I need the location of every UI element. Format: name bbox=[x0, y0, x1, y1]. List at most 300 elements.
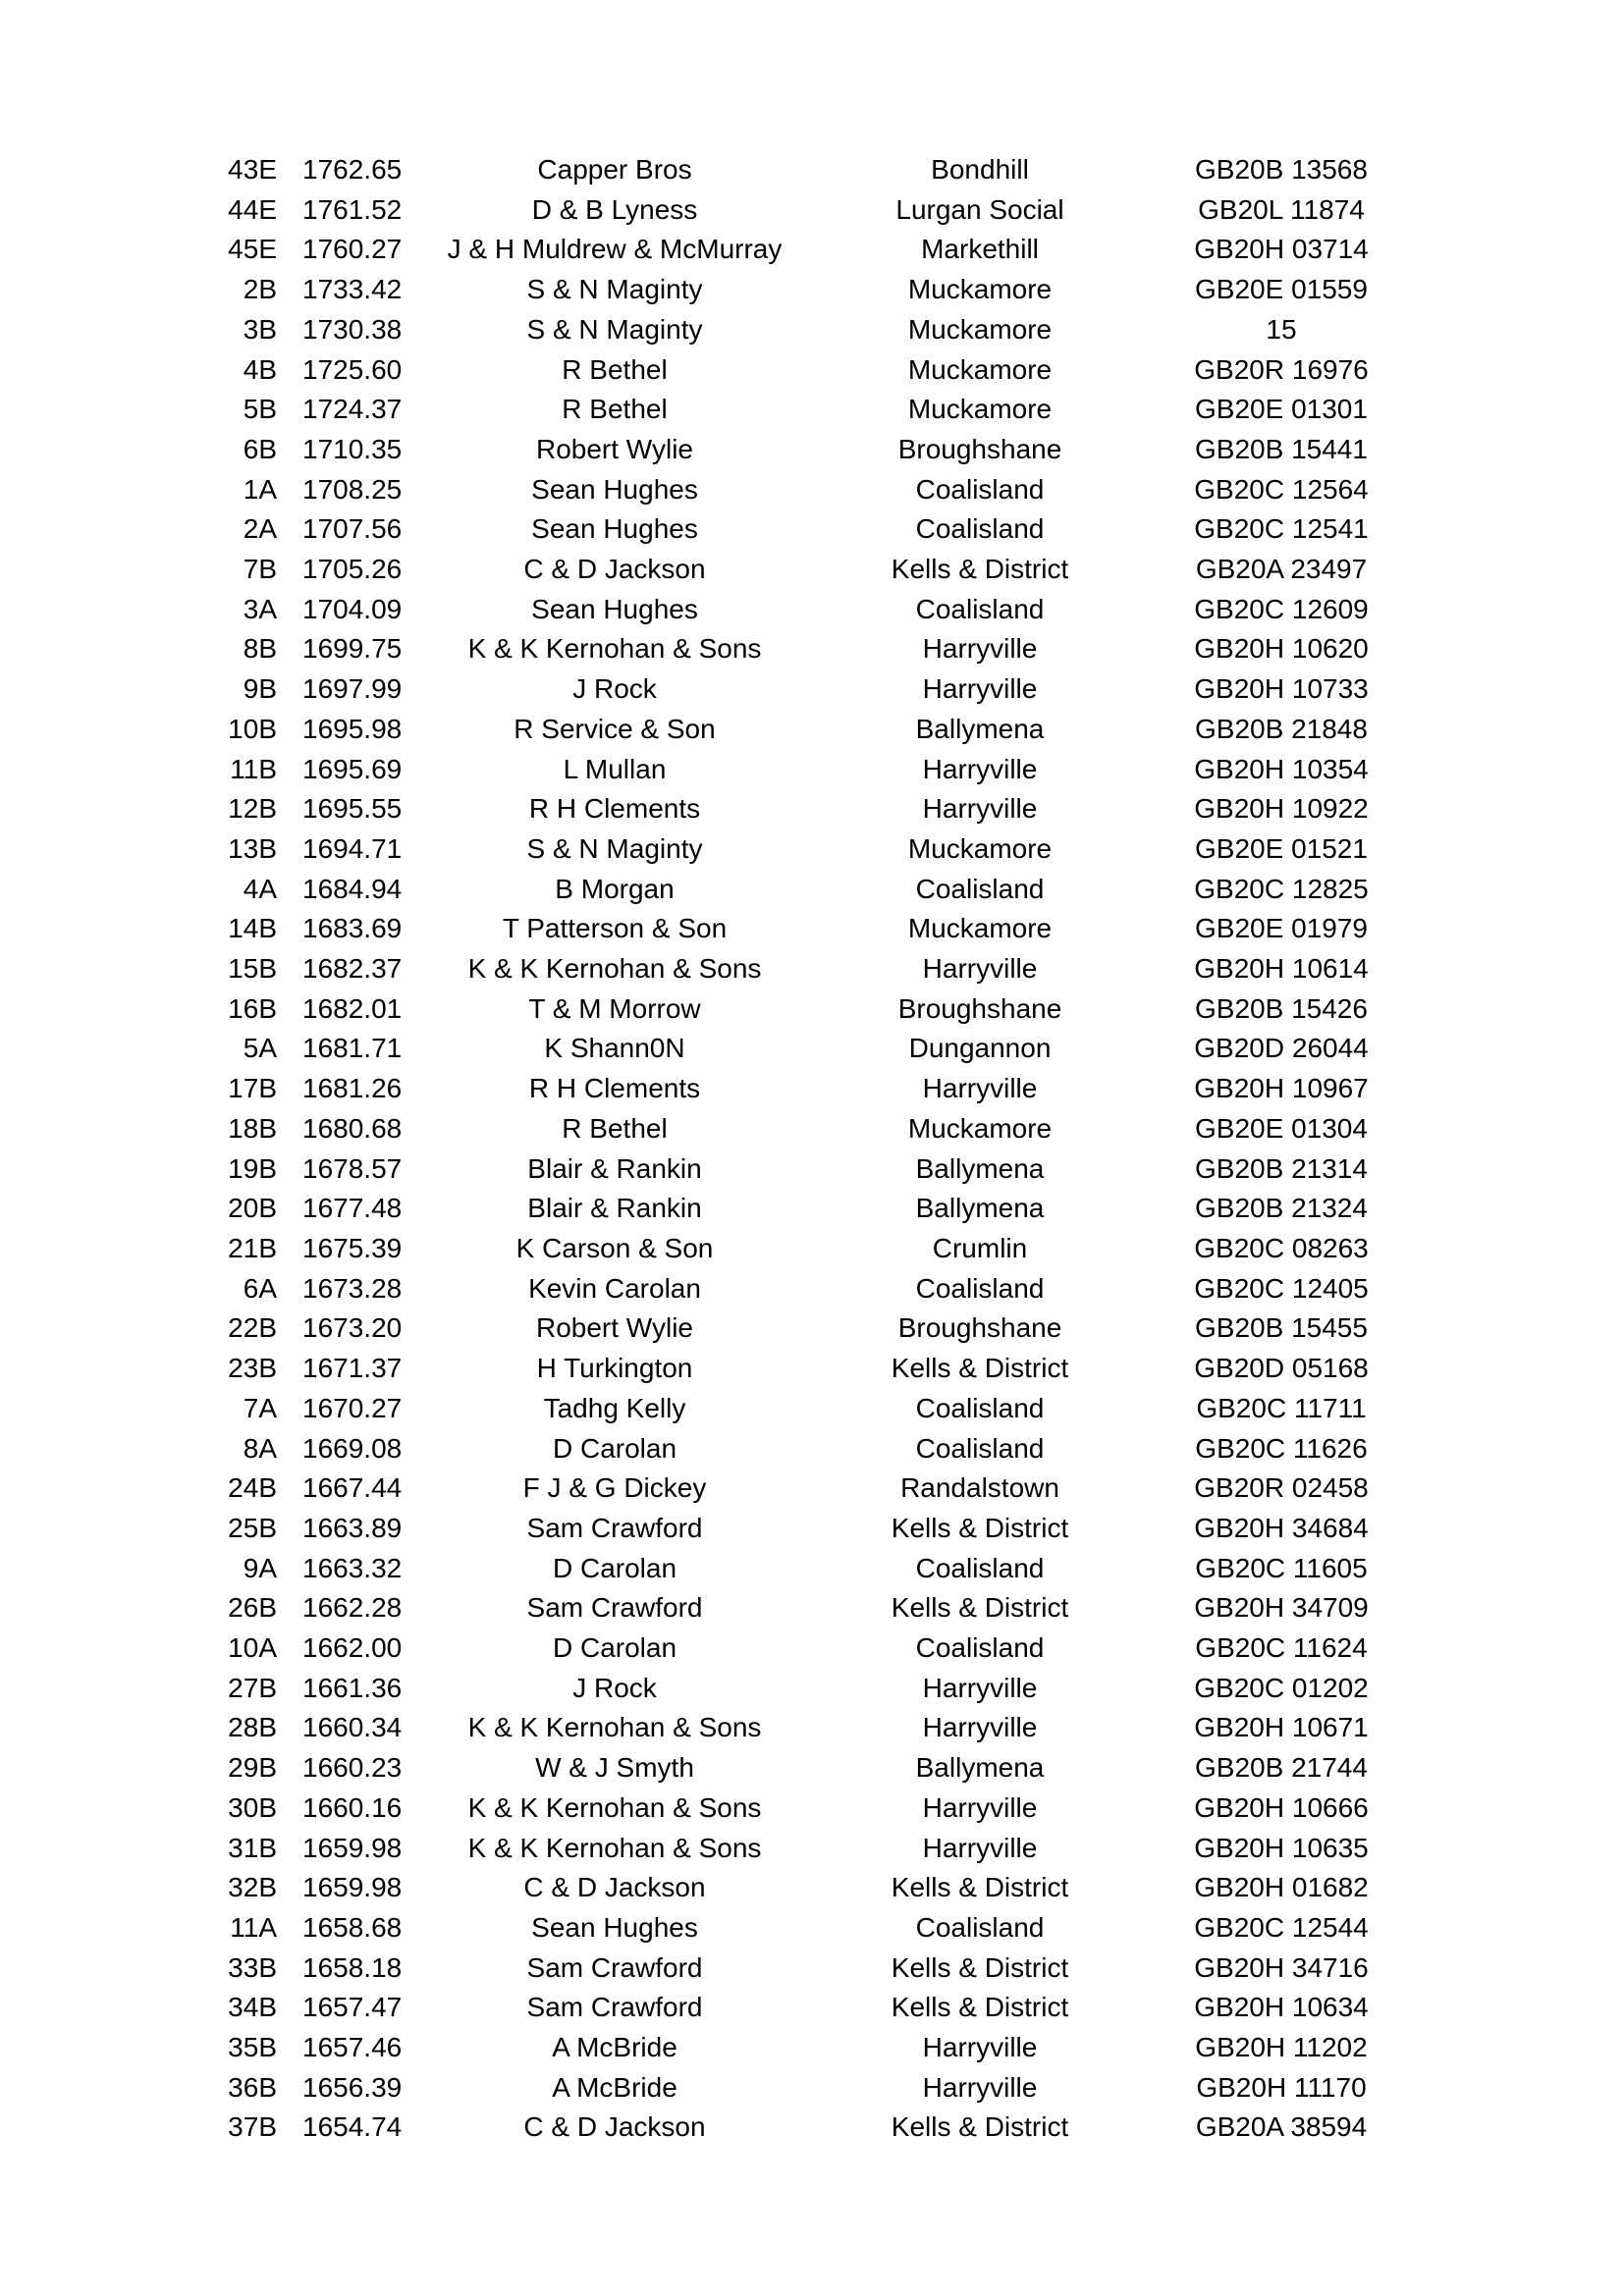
table-row bbox=[196, 750, 1400, 790]
ring-number-cell: GB20A 23497 bbox=[1195, 554, 1368, 585]
club-cell: Harryville bbox=[922, 753, 1038, 784]
position-cell: 29B bbox=[228, 1752, 277, 1784]
ring-number-cell: GB20H 10967 bbox=[1194, 1073, 1369, 1104]
competitor-name-cell: B Morgan bbox=[555, 873, 675, 904]
position-cell: 13B bbox=[228, 832, 277, 864]
score-cell: 1662.00 bbox=[302, 1632, 403, 1664]
score-cell: 1699.75 bbox=[302, 633, 403, 665]
competitor-name-cell: Sean Hughes bbox=[531, 593, 698, 624]
ring-number-cell: GB20A 38594 bbox=[1195, 2111, 1368, 2143]
score-cell: 1682.01 bbox=[302, 992, 403, 1024]
table-row bbox=[196, 2028, 1400, 2068]
score-cell: 1657.46 bbox=[302, 2032, 403, 2063]
competitor-name-cell: R H Clements bbox=[528, 1073, 701, 1104]
table-row bbox=[196, 1908, 1400, 1949]
ring-number-cell: GB20C 08263 bbox=[1194, 1232, 1369, 1263]
club-cell: Ballymena bbox=[915, 713, 1045, 744]
club-cell: Kells & District bbox=[891, 1992, 1069, 2023]
competitor-name-cell: S & N Maginty bbox=[526, 274, 703, 305]
club-cell: Harryville bbox=[922, 793, 1038, 825]
position-cell: 36B bbox=[228, 2071, 277, 2103]
competitor-name-cell: R Bethel bbox=[562, 1112, 668, 1144]
score-cell: 1733.42 bbox=[302, 274, 403, 305]
competitor-name-cell: A McBride bbox=[552, 2071, 677, 2103]
ring-number-cell: GB20D 26044 bbox=[1194, 1033, 1369, 1064]
competitor-name-cell: W & J Smyth bbox=[535, 1752, 694, 1784]
score-cell: 1683.69 bbox=[302, 913, 403, 944]
position-cell: 4A bbox=[243, 873, 277, 904]
position-cell: 10B bbox=[228, 713, 277, 744]
club-cell: Harryville bbox=[922, 633, 1038, 665]
club-cell: Harryville bbox=[922, 1672, 1038, 1703]
score-cell: 1670.27 bbox=[302, 1392, 403, 1423]
club-cell: Broughshane bbox=[897, 1312, 1062, 1344]
score-cell: 1684.94 bbox=[302, 873, 403, 904]
competitor-name-cell: R Bethel bbox=[562, 394, 668, 425]
table-row bbox=[196, 550, 1400, 590]
score-cell: 1659.98 bbox=[302, 1872, 403, 1903]
table-row bbox=[196, 949, 1400, 989]
club-cell: Coalisland bbox=[915, 1552, 1045, 1583]
competitor-name-cell: D Carolan bbox=[552, 1632, 677, 1664]
competitor-name-cell: Sam Crawford bbox=[526, 1592, 703, 1624]
ring-number-cell: GB20E 01304 bbox=[1195, 1112, 1368, 1144]
competitor-name-cell: K & K Kernohan & Sons bbox=[467, 633, 762, 665]
score-cell: 1710.35 bbox=[302, 433, 403, 464]
score-cell: 1695.69 bbox=[302, 753, 403, 784]
competitor-name-cell: A McBride bbox=[552, 2032, 677, 2063]
competitor-name-cell: K & K Kernohan & Sons bbox=[467, 1712, 762, 1743]
competitor-name-cell: R H Clements bbox=[528, 793, 701, 825]
club-cell: Muckamore bbox=[907, 353, 1053, 385]
results-table bbox=[196, 150, 1400, 2148]
competitor-name-cell: K & K Kernohan & Sons bbox=[467, 1791, 762, 1823]
score-cell: 1707.56 bbox=[302, 513, 403, 545]
table-row bbox=[196, 1549, 1400, 1589]
score-cell: 1658.68 bbox=[302, 1911, 403, 1943]
club-cell: Coalisland bbox=[915, 873, 1045, 904]
score-cell: 1761.52 bbox=[302, 193, 403, 225]
club-cell: Ballymena bbox=[915, 1752, 1045, 1784]
club-cell: Coalisland bbox=[915, 1392, 1045, 1423]
club-cell: Kells & District bbox=[891, 1353, 1069, 1384]
club-cell: Harryville bbox=[922, 1791, 1038, 1823]
ring-number-cell: GB20H 34716 bbox=[1194, 1951, 1369, 1983]
position-cell: 24B bbox=[228, 1472, 277, 1504]
ring-number-cell: GB20H 10635 bbox=[1194, 1832, 1369, 1863]
table-row bbox=[196, 1069, 1400, 1109]
club-cell: Markethill bbox=[921, 234, 1039, 265]
table-row bbox=[196, 1949, 1400, 1989]
score-cell: 1660.23 bbox=[302, 1752, 403, 1784]
table-row bbox=[196, 1588, 1400, 1629]
position-cell: 22B bbox=[228, 1312, 277, 1344]
position-cell: 17B bbox=[228, 1073, 277, 1104]
score-cell: 1762.65 bbox=[302, 154, 403, 185]
club-cell: Harryville bbox=[922, 2071, 1038, 2103]
competitor-name-cell: T & M Morrow bbox=[528, 992, 701, 1024]
position-cell: 45E bbox=[228, 234, 277, 265]
club-cell: Muckamore bbox=[907, 313, 1053, 345]
club-cell: Bondhill bbox=[931, 154, 1029, 185]
table-row bbox=[196, 1868, 1400, 1908]
ring-number-cell: GB20L 11874 bbox=[1198, 193, 1365, 225]
club-cell: Coalisland bbox=[915, 1911, 1045, 1943]
score-cell: 1682.37 bbox=[302, 953, 403, 985]
score-cell: 1695.98 bbox=[302, 713, 403, 744]
table-row bbox=[196, 350, 1400, 391]
competitor-name-cell: C & D Jackson bbox=[523, 2111, 706, 2143]
score-cell: 1671.37 bbox=[302, 1353, 403, 1384]
club-cell: Harryville bbox=[922, 1832, 1038, 1863]
ring-number-cell: GB20C 12825 bbox=[1194, 873, 1369, 904]
table-row bbox=[196, 1189, 1400, 1229]
position-cell: 37B bbox=[228, 2111, 277, 2143]
competitor-name-cell: C & D Jackson bbox=[523, 554, 706, 585]
table-row bbox=[196, 2068, 1400, 2109]
position-cell: 21B bbox=[228, 1232, 277, 1263]
competitor-name-cell: F J & G Dickey bbox=[522, 1472, 707, 1504]
club-cell: Harryville bbox=[922, 1073, 1038, 1104]
position-cell: 3A bbox=[243, 593, 277, 624]
position-cell: 28B bbox=[228, 1712, 277, 1743]
ring-number-cell: GB20H 10620 bbox=[1194, 633, 1369, 665]
position-cell: 9A bbox=[243, 1552, 277, 1583]
score-cell: 1704.09 bbox=[302, 593, 403, 624]
position-cell: 15B bbox=[228, 953, 277, 985]
ring-number-cell: GB20C 12564 bbox=[1194, 473, 1369, 505]
competitor-name-cell: H Turkington bbox=[536, 1353, 693, 1384]
ring-number-cell: GB20H 10666 bbox=[1194, 1791, 1369, 1823]
ring-number-cell: GB20C 12541 bbox=[1194, 513, 1369, 545]
club-cell: Kells & District bbox=[891, 1951, 1069, 1983]
competitor-name-cell: Kevin Carolan bbox=[528, 1272, 701, 1304]
position-cell: 44E bbox=[228, 193, 277, 225]
table-row bbox=[196, 1109, 1400, 1149]
table-row bbox=[196, 1389, 1400, 1429]
position-cell: 6B bbox=[243, 433, 277, 464]
table-row bbox=[196, 1708, 1400, 1748]
club-cell: Coalisland bbox=[915, 513, 1045, 545]
position-cell: 9B bbox=[243, 673, 277, 705]
table-row bbox=[196, 1308, 1400, 1349]
table-row bbox=[196, 1669, 1400, 1709]
score-cell: 1705.26 bbox=[302, 554, 403, 585]
table-row bbox=[196, 989, 1400, 1030]
club-cell: Muckamore bbox=[907, 1112, 1053, 1144]
ring-number-cell: GB20B 21744 bbox=[1195, 1752, 1368, 1784]
table-row bbox=[196, 1269, 1400, 1309]
competitor-name-cell: S & N Maginty bbox=[526, 313, 703, 345]
ring-number-cell: GB20B 15426 bbox=[1195, 992, 1368, 1024]
ring-number-cell: GB20C 11626 bbox=[1195, 1432, 1368, 1464]
ring-number-cell: GB20E 01979 bbox=[1195, 913, 1368, 944]
score-cell: 1673.20 bbox=[302, 1312, 403, 1344]
club-cell: Muckamore bbox=[907, 394, 1053, 425]
table-row bbox=[196, 1789, 1400, 1829]
score-cell: 1661.36 bbox=[302, 1672, 403, 1703]
club-cell: Coalisland bbox=[915, 1632, 1045, 1664]
competitor-name-cell: Robert Wylie bbox=[535, 433, 693, 464]
club-cell: Broughshane bbox=[897, 433, 1062, 464]
table-row bbox=[196, 829, 1400, 870]
position-cell: 8B bbox=[243, 633, 277, 665]
club-cell: Kells & District bbox=[891, 1592, 1069, 1624]
competitor-name-cell: Sam Crawford bbox=[526, 1512, 703, 1543]
ring-number-cell: GB20C 11711 bbox=[1196, 1392, 1367, 1423]
position-cell: 7B bbox=[243, 554, 277, 585]
position-cell: 35B bbox=[228, 2032, 277, 2063]
score-cell: 1659.98 bbox=[302, 1832, 403, 1863]
ring-number-cell: GB20B 21848 bbox=[1195, 713, 1368, 744]
club-cell: Kells & District bbox=[891, 1512, 1069, 1543]
competitor-name-cell: Sean Hughes bbox=[531, 513, 698, 545]
competitor-name-cell: L Mullan bbox=[563, 753, 667, 784]
position-cell: 7A bbox=[243, 1392, 277, 1423]
table-row bbox=[196, 1988, 1400, 2028]
ring-number-cell: GB20B 15455 bbox=[1195, 1312, 1368, 1344]
club-cell: Ballymena bbox=[915, 1152, 1045, 1184]
ring-number-cell: GB20B 13568 bbox=[1195, 154, 1368, 185]
competitor-name-cell: R Service & Son bbox=[514, 713, 716, 744]
table-row bbox=[196, 909, 1400, 949]
score-cell: 1663.89 bbox=[302, 1512, 403, 1543]
competitor-name-cell: Blair & Rankin bbox=[527, 1193, 702, 1224]
table-row bbox=[196, 1229, 1400, 1269]
position-cell: 33B bbox=[228, 1951, 277, 1983]
ring-number-cell: GB20C 12544 bbox=[1194, 1911, 1369, 1943]
ring-number-cell: GB20H 34684 bbox=[1194, 1512, 1369, 1543]
ring-number-cell: GB20R 16976 bbox=[1194, 353, 1369, 385]
table-row bbox=[196, 1029, 1400, 1069]
score-cell: 1678.57 bbox=[302, 1152, 403, 1184]
position-cell: 1A bbox=[243, 473, 277, 505]
score-cell: 1760.27 bbox=[302, 234, 403, 265]
ring-number-cell: GB20B 21314 bbox=[1195, 1152, 1368, 1184]
table-row bbox=[196, 590, 1400, 630]
competitor-name-cell: T Patterson & Son bbox=[502, 913, 728, 944]
club-cell: Kells & District bbox=[891, 554, 1069, 585]
competitor-name-cell: J Rock bbox=[572, 1672, 657, 1703]
club-cell: Randalstown bbox=[900, 1472, 1059, 1504]
ring-number-cell: GB20H 10922 bbox=[1194, 793, 1369, 825]
ring-number-cell: GB20H 10634 bbox=[1194, 1992, 1369, 2023]
score-cell: 1697.99 bbox=[302, 673, 403, 705]
position-cell: 8A bbox=[243, 1432, 277, 1464]
position-cell: 20B bbox=[228, 1193, 277, 1224]
club-cell: Kells & District bbox=[891, 1872, 1069, 1903]
table-row bbox=[196, 669, 1400, 710]
ring-number-cell: GB20H 10614 bbox=[1194, 953, 1369, 985]
ring-number-cell: GB20C 11605 bbox=[1195, 1552, 1368, 1583]
ring-number-cell: GB20C 11624 bbox=[1195, 1632, 1368, 1664]
position-cell: 16B bbox=[228, 992, 277, 1024]
table-row bbox=[196, 1829, 1400, 1869]
position-cell: 30B bbox=[228, 1791, 277, 1823]
competitor-name-cell: Robert Wylie bbox=[535, 1312, 693, 1344]
score-cell: 1654.74 bbox=[302, 2111, 403, 2143]
ring-number-cell: GB20E 01559 bbox=[1195, 274, 1368, 305]
club-cell: Harryville bbox=[922, 953, 1038, 985]
score-cell: 1656.39 bbox=[302, 2071, 403, 2103]
score-cell: 1694.71 bbox=[302, 832, 403, 864]
ring-number-cell: GB20H 10354 bbox=[1194, 753, 1369, 784]
competitor-name-cell: K Shann0N bbox=[544, 1033, 685, 1064]
table-row bbox=[196, 1149, 1400, 1190]
competitor-name-cell: Sam Crawford bbox=[526, 1992, 703, 2023]
score-cell: 1662.28 bbox=[302, 1592, 403, 1624]
score-cell: 1669.08 bbox=[302, 1432, 403, 1464]
score-cell: 1658.18 bbox=[302, 1951, 403, 1983]
competitor-name-cell: S & N Maginty bbox=[526, 832, 703, 864]
position-cell: 18B bbox=[228, 1112, 277, 1144]
score-cell: 1725.60 bbox=[302, 353, 403, 385]
competitor-name-cell: Sam Crawford bbox=[526, 1951, 703, 1983]
score-cell: 1681.71 bbox=[302, 1033, 403, 1064]
ring-number-cell: 15 bbox=[1266, 313, 1297, 345]
table-row bbox=[196, 1468, 1400, 1509]
ring-number-cell: GB20B 15441 bbox=[1195, 433, 1368, 464]
table-row bbox=[196, 1509, 1400, 1549]
table-row bbox=[196, 230, 1400, 270]
position-cell: 5A bbox=[243, 1033, 277, 1064]
ring-number-cell: GB20H 10671 bbox=[1194, 1712, 1369, 1743]
position-cell: 43E bbox=[228, 154, 277, 185]
competitor-name-cell: D Carolan bbox=[552, 1432, 677, 1464]
competitor-name-cell: Blair & Rankin bbox=[527, 1152, 702, 1184]
table-row bbox=[196, 710, 1400, 750]
score-cell: 1708.25 bbox=[302, 473, 403, 505]
club-cell: Coalisland bbox=[915, 1432, 1045, 1464]
table-row bbox=[196, 1349, 1400, 1389]
table-row bbox=[196, 270, 1400, 310]
competitor-name-cell: K Carson & Son bbox=[515, 1232, 714, 1263]
ring-number-cell: GB20E 01521 bbox=[1195, 832, 1368, 864]
table-row bbox=[196, 2108, 1400, 2148]
table-row bbox=[196, 789, 1400, 829]
ring-number-cell: GB20C 12405 bbox=[1194, 1272, 1369, 1304]
club-cell: Ballymena bbox=[915, 1193, 1045, 1224]
position-cell: 5B bbox=[243, 394, 277, 425]
position-cell: 6A bbox=[243, 1272, 277, 1304]
position-cell: 4B bbox=[243, 353, 277, 385]
ring-number-cell: GB20H 10733 bbox=[1194, 673, 1369, 705]
club-cell: Kells & District bbox=[891, 2111, 1069, 2143]
club-cell: Harryville bbox=[922, 1712, 1038, 1743]
position-cell: 26B bbox=[228, 1592, 277, 1624]
ring-number-cell: GB20B 21324 bbox=[1195, 1193, 1368, 1224]
position-cell: 11B bbox=[230, 753, 277, 784]
club-cell: Muckamore bbox=[907, 832, 1053, 864]
table-row bbox=[196, 1748, 1400, 1789]
competitor-name-cell: J Rock bbox=[572, 673, 657, 705]
table-row bbox=[196, 1629, 1400, 1669]
ring-number-cell: GB20C 12609 bbox=[1194, 593, 1369, 624]
score-cell: 1680.68 bbox=[302, 1112, 403, 1144]
club-cell: Coalisland bbox=[915, 1272, 1045, 1304]
score-cell: 1657.47 bbox=[302, 1992, 403, 2023]
club-cell: Broughshane bbox=[897, 992, 1062, 1024]
table-row bbox=[196, 629, 1400, 669]
competitor-name-cell: Sean Hughes bbox=[531, 1911, 698, 1943]
table-row bbox=[196, 1429, 1400, 1469]
competitor-name-cell: C & D Jackson bbox=[523, 1872, 706, 1903]
position-cell: 31B bbox=[228, 1832, 277, 1863]
ring-number-cell: GB20H 03714 bbox=[1194, 234, 1369, 265]
ring-number-cell: GB20E 01301 bbox=[1195, 394, 1368, 425]
competitor-name-cell: J & H Muldrew & McMurray bbox=[447, 234, 783, 265]
score-cell: 1660.16 bbox=[302, 1791, 403, 1823]
position-cell: 25B bbox=[228, 1512, 277, 1543]
table-row bbox=[196, 190, 1400, 231]
score-cell: 1660.34 bbox=[302, 1712, 403, 1743]
score-cell: 1695.55 bbox=[302, 793, 403, 825]
competitor-name-cell: K & K Kernohan & Sons bbox=[467, 1832, 762, 1863]
position-cell: 23B bbox=[228, 1353, 277, 1384]
ring-number-cell: GB20H 01682 bbox=[1194, 1872, 1369, 1903]
score-cell: 1724.37 bbox=[302, 394, 403, 425]
club-cell: Muckamore bbox=[907, 913, 1053, 944]
competitor-name-cell: Tadhg Kelly bbox=[543, 1392, 686, 1423]
position-cell: 19B bbox=[228, 1152, 277, 1184]
club-cell: Dungannon bbox=[908, 1033, 1052, 1064]
position-cell: 12B bbox=[228, 793, 277, 825]
position-cell: 34B bbox=[228, 1992, 277, 2023]
ring-number-cell: GB20H 11202 bbox=[1195, 2032, 1368, 2063]
competitor-name-cell: D Carolan bbox=[552, 1552, 677, 1583]
position-cell: 2A bbox=[243, 513, 277, 545]
club-cell: Lurgan Social bbox=[895, 193, 1064, 225]
position-cell: 2B bbox=[243, 274, 277, 305]
competitor-name-cell: D & B Lyness bbox=[531, 193, 698, 225]
club-cell: Coalisland bbox=[915, 593, 1045, 624]
ring-number-cell: GB20H 34709 bbox=[1194, 1592, 1369, 1624]
club-cell: Harryville bbox=[922, 2032, 1038, 2063]
competitor-name-cell: Sean Hughes bbox=[531, 473, 698, 505]
club-cell: Crumlin bbox=[932, 1232, 1028, 1263]
position-cell: 3B bbox=[243, 313, 277, 345]
table-row bbox=[196, 310, 1400, 350]
position-cell: 10A bbox=[228, 1632, 277, 1664]
table-row bbox=[196, 470, 1400, 510]
ring-number-cell: GB20H 11170 bbox=[1196, 2071, 1367, 2103]
position-cell: 11A bbox=[230, 1911, 277, 1943]
score-cell: 1673.28 bbox=[302, 1272, 403, 1304]
ring-number-cell: GB20C 01202 bbox=[1194, 1672, 1369, 1703]
score-cell: 1663.32 bbox=[302, 1552, 403, 1583]
ring-number-cell: GB20R 02458 bbox=[1194, 1472, 1369, 1504]
score-cell: 1730.38 bbox=[302, 313, 403, 345]
position-cell: 14B bbox=[228, 913, 277, 944]
table-row bbox=[196, 509, 1400, 550]
score-cell: 1681.26 bbox=[302, 1073, 403, 1104]
score-cell: 1677.48 bbox=[302, 1193, 403, 1224]
club-cell: Muckamore bbox=[907, 274, 1053, 305]
table-row bbox=[196, 390, 1400, 430]
results-table-body bbox=[196, 150, 1400, 2148]
club-cell: Harryville bbox=[922, 673, 1038, 705]
competitor-name-cell: Capper Bros bbox=[537, 154, 692, 185]
table-row bbox=[196, 150, 1400, 190]
competitor-name-cell: R Bethel bbox=[562, 353, 668, 385]
score-cell: 1667.44 bbox=[302, 1472, 403, 1504]
position-cell: 27B bbox=[228, 1672, 277, 1703]
table-row bbox=[196, 430, 1400, 470]
position-cell: 32B bbox=[228, 1872, 277, 1903]
competitor-name-cell: K & K Kernohan & Sons bbox=[467, 953, 762, 985]
ring-number-cell: GB20D 05168 bbox=[1194, 1353, 1369, 1384]
club-cell: Coalisland bbox=[915, 473, 1045, 505]
